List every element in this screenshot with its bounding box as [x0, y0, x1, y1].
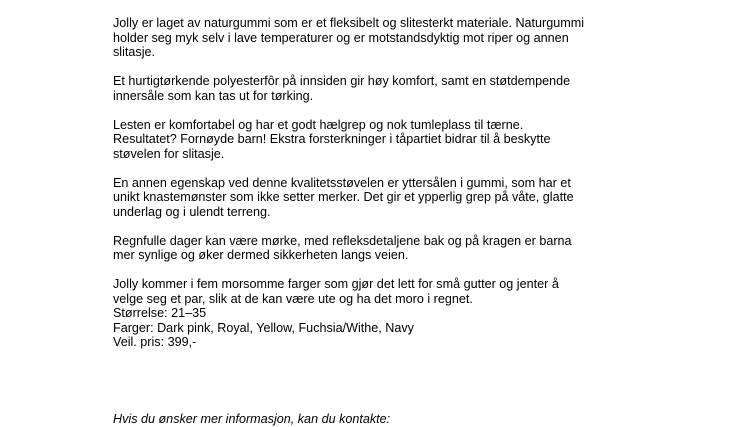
colors-and-specs [113, 277, 633, 350]
spec-price: Veil. pris: 399,- [113, 335, 197, 349]
contact-line: Hvis du ønsker mer informasjon, kan du kontakte: [113, 412, 391, 426]
paragraph-fit: Lesten er komfortabel og har et godt hælgrep og nok tumleplass til tærne. Resultatet? Fornøyde barn! Ekstra forsterkninger i tåpartiet bidrar til å beskytte støvelen for slitasje. [113, 117, 551, 161]
spec-sizes: Størrelse: 21–35 [113, 306, 207, 320]
paragraph-reflectors: Regnfulle dager kan være mørke, med refleksdetaljene bak og på kragen er barna mer synlige og øker dermed sikkerheten langs veien. [113, 233, 572, 262]
paragraph-lining: Et hurtigtørkende polyesterfôr på innsiden gir høy komfort, samt en støtdempende innersåle som kan tas ut for tørking. [113, 74, 571, 103]
paragraph-outsole: En annen egenskap ved denne kvalitetsstøvelen er yttersålen i gummi, som har et unikt knastemønster som ikke setter merker. Det gir et ypperlig grep på våte, glatte underlag og i ulendt terreng. [113, 175, 574, 219]
paragraph-material: Jolly er laget av naturgummi som er et fleksibelt og slitesterkt materiale. Naturgummi holder seg myk selv i lave temperaturer og er motstandsdyktig mot riper og annen slitasje. [113, 16, 585, 59]
paragraph-colors: Jolly kommer i fem morsomme farger som gjør det lett for små gutter og jenter å velge seg et par, slik at de kan være ute og ha det moro i regnet. [113, 277, 559, 306]
spec-colors: Farger: Dark pink, Royal, Yellow, Fuchsia/Withe, Navy [113, 320, 414, 335]
document-body [113, 16, 633, 350]
